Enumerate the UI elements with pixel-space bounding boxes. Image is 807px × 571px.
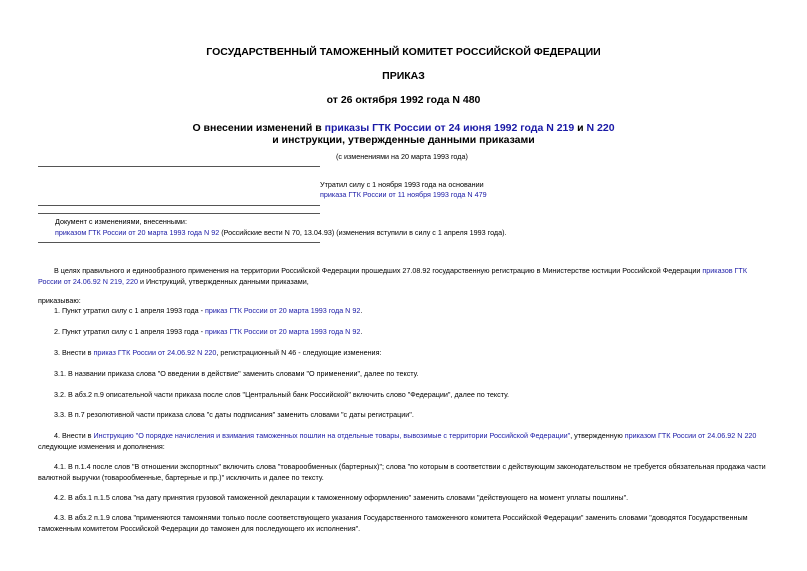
- paragraph-3-1: 3.1. В названии приказа слова "О введении в действие" заменить словами "О применении", далее по тексту.: [54, 369, 419, 378]
- changes-rest: (Российские вести N 70, 13.04.93) (изменения вступили в силу с 1 апреля 1993 года).: [219, 228, 507, 237]
- paragraph-1: [54, 306, 362, 317]
- subject-link-220[interactable]: N 220: [586, 122, 615, 134]
- paragraph-3-3: 3.3. В п.7 резолютивной части приказа слова "с даты подписания" заменить словами "с даты регистрации".: [54, 410, 414, 419]
- changes-link[interactable]: приказом ГТК России от 20 марта 1993 года N 92: [55, 228, 220, 237]
- intro-link[interactable]: приказов ГТК России от 24.06.92 N 219, 220: [38, 266, 748, 286]
- doc-type: ПРИКАЗ: [382, 70, 425, 82]
- doc-subject: [0, 122, 807, 134]
- expiry-text: Утратил силу с 1 ноября 1993 года на основании: [320, 180, 484, 189]
- intro-text-b: и Инструкций, утвержденных данными приказами,: [137, 276, 309, 286]
- p2-link[interactable]: приказ ГТК России от 20 марта 1993 года N 92: [205, 327, 361, 336]
- doc-subject-line2: и инструкции, утвержденные данными приказами: [272, 134, 535, 146]
- changes-line: [55, 228, 755, 239]
- p1-link[interactable]: приказ ГТК России от 20 марта 1993 года N 92: [205, 306, 361, 315]
- org-name: ГОСУДАРСТВЕННЫЙ ТАМОЖЕННЫЙ КОМИТЕТ РОССИЙСКОЙ ФЕДЕРАЦИИ: [206, 46, 601, 58]
- p2-text: 2. Пункт утратил силу с 1 апреля 1993 года -: [54, 327, 206, 336]
- paragraph-4-3: 4.3. В абз.2 п.1.9 слова "применяются таможнями только после соответствующего указания Государственного таможенного комитета Российской Федерации" заменить словами "доводятся Государственным таможенным комитетом Российской Федерации до таможен для последующего их исполнения".: [38, 513, 748, 533]
- p4-text-b: , утвержденную: [570, 431, 625, 440]
- p1-end: .: [360, 306, 363, 315]
- divider: [38, 205, 320, 206]
- p3-text-b: , регистрационный N 46 - следующие изменения:: [216, 348, 382, 357]
- paragraph-2: [54, 327, 362, 338]
- amended-note: (с изменениями на 20 марта 1993 года): [336, 152, 468, 161]
- p1-text: 1. Пункт утратил силу с 1 апреля 1993 года -: [54, 306, 206, 315]
- order-word: приказываю:: [38, 296, 81, 305]
- subject-link-219[interactable]: приказы ГТК России от 24 июня 1992 года N 219: [324, 122, 575, 134]
- p2-end: .: [360, 327, 363, 336]
- intro-paragraph: [38, 266, 769, 287]
- p4-link-order[interactable]: приказом ГТК России от 24.06.92 N 220: [624, 431, 757, 440]
- p4-link-instruction[interactable]: Инструкцию "О порядке начисления и взимания таможенных пошлин на отдельные товары, вывозимые с территории Российской Федерации": [93, 431, 571, 440]
- changes-title: Документ с изменениями, внесенными:: [55, 217, 187, 226]
- doc-date: от 26 октября 1992 года N 480: [326, 94, 481, 106]
- p3-link[interactable]: приказ ГТК России от 24.06.92 N 220: [93, 348, 217, 357]
- intro-text-a: В целях правильного и единообразного применения на территории Российской Федерации прошедших 27.08.92 государственную регистрацию в Министерстве юстиции Российской Федерации: [54, 266, 703, 275]
- paragraph-4-1: 4.1. В п.1.4 после слов "В отношении экспортных" включить слова "товарообменных (бартерных)"; слова "по которым в соответствии с действующим законодательством не требуется обязательная продажа части валютной выручки (товарообменные, бартерные и пр.)" исключить и далее по тексту.: [38, 462, 766, 482]
- divider: [38, 166, 320, 167]
- paragraph-4-2: 4.2. В абз.1 п.1.5 слова "на дату принятия грузовой таможенной декларации к таможенному оформлению" заменить словами "действующего на момент уплаты пошлины".: [54, 493, 629, 502]
- divider: [38, 213, 320, 214]
- expiry-link[interactable]: приказа ГТК России от 11 ноября 1993 года N 479: [320, 190, 487, 199]
- divider: [38, 242, 320, 243]
- p3-text-a: 3. Внести в: [54, 348, 94, 357]
- paragraph-4: [38, 431, 769, 452]
- subject-prefix: О внесении изменений в: [192, 122, 325, 134]
- p4-text-c: следующие изменения и дополнения:: [38, 441, 165, 451]
- paragraph-3-2: 3.2. В абз.2 п.9 описательной части приказа после слов "Центральный банк Российской" включить слово "Федерации", далее по тексту.: [54, 390, 509, 399]
- paragraph-3: [54, 348, 381, 359]
- p4-text-a: 4. Внести в: [54, 431, 94, 440]
- subject-and: и: [574, 122, 587, 134]
